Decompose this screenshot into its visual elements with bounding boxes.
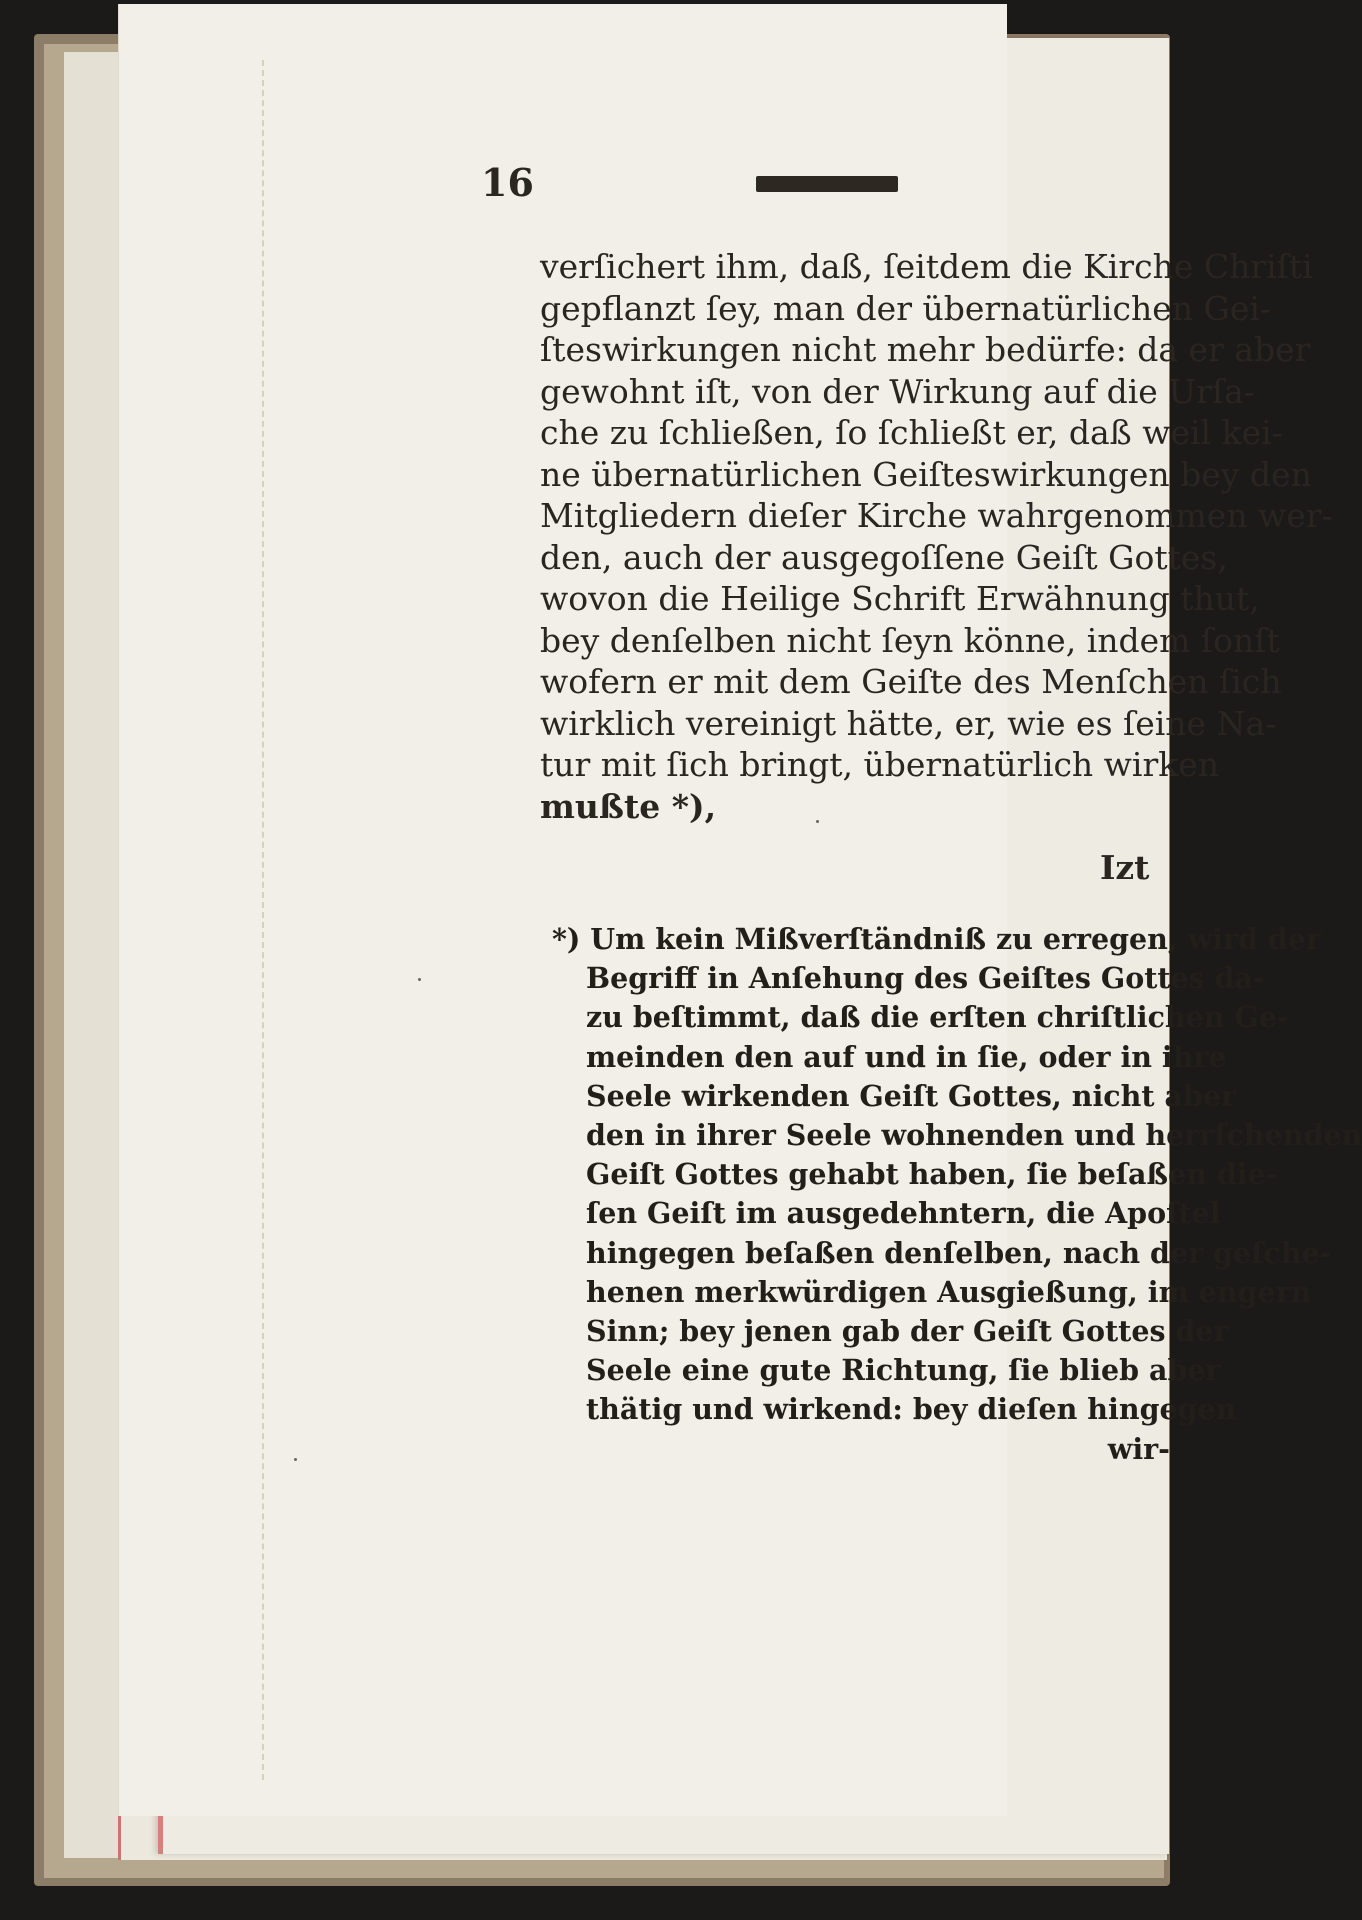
footnote-line: henen merkwürdigen Ausgießung, im engern	[586, 1274, 1312, 1309]
footnote-line: Seele eine gute Richtung, ſie blieb aber	[586, 1353, 1221, 1388]
footnote-line: Begriff in Anſehung des Geiſtes Gottes da-	[586, 961, 1265, 996]
text-line: gepflanzt ſey, man der übernatürlichen Gei-	[540, 288, 1272, 328]
page-number: 16	[481, 160, 534, 205]
text-line: verſichert ihm, daß, ſeitdem die Kirche Chriſti	[540, 247, 1313, 286]
paper-speck	[294, 1458, 297, 1461]
footnote-line: den in ihrer Seele wohnenden und herrſchenden	[586, 1118, 1362, 1153]
text-line: tur mit ſich bringt, übernatürlich wirken	[540, 745, 1220, 784]
footnote-line: thätig und wirkend: bey dieſen hingegen	[586, 1392, 1237, 1427]
footnote-line: *) Um kein Mißverſtändniß zu erregen, wird der	[552, 922, 1322, 956]
header-ornament-rule	[756, 176, 898, 192]
text-line: ſteswirkungen nicht mehr bedürfe: da er aber	[540, 330, 1311, 369]
text-line: wovon die Heilige Schrift Erwähnung thut,	[540, 579, 1260, 618]
catchword: Izt	[1100, 848, 1150, 887]
footnote-line: ſen Geiſt im ausgedehntern, die Apoſtel	[586, 1196, 1221, 1231]
text-line: mußte *),	[540, 786, 717, 826]
footnote-line: Seele wirkenden Geiſt Gottes, nicht aber	[586, 1078, 1237, 1113]
footnote-line: zu beſtimmt, daß die erſten chriſtlichen Ge-	[586, 1000, 1289, 1035]
footnote-line: wir-	[1107, 1431, 1170, 1466]
text-line: bey denſelben nicht ſeyn könne, indem ſonſt	[540, 620, 1280, 660]
text-line: Mitgliedern dieſer Kirche wahrgenommen wer-	[540, 496, 1333, 535]
footnote	[552, 920, 1362, 1469]
paper-deckle-edge	[262, 60, 278, 1780]
text-line: gewohnt iſt, von der Wirkung auf die Urſa-	[540, 371, 1255, 411]
footnote-line: meinden den auf und in ſie, oder in ihre	[586, 1039, 1227, 1074]
text-line: den, auch der ausgegoſſene Geiſt Gottes,	[540, 537, 1228, 577]
footnote-line: Sinn; bey jenen gab der Geiſt Gottes der	[586, 1314, 1229, 1349]
text-line: ne übernatürlichen Geiſteswirkungen bey den	[540, 454, 1312, 494]
main-text	[540, 246, 1333, 827]
footnote-line: hingegen beſaßen denſelben, nach der geſche-	[586, 1235, 1332, 1270]
paper-speck	[418, 978, 421, 981]
text-line: wofern er mit dem Geiſte des Menſchen ſich	[540, 662, 1282, 701]
text-line: che zu ſchließen, ſo ſchließt er, daß weil kei-	[540, 413, 1283, 452]
text-line: wirklich vereinigt hätte, er, wie es ſeine Na-	[540, 703, 1277, 743]
footnote-line: Geiſt Gottes gehabt haben, ſie beſaßen die-	[586, 1157, 1278, 1192]
